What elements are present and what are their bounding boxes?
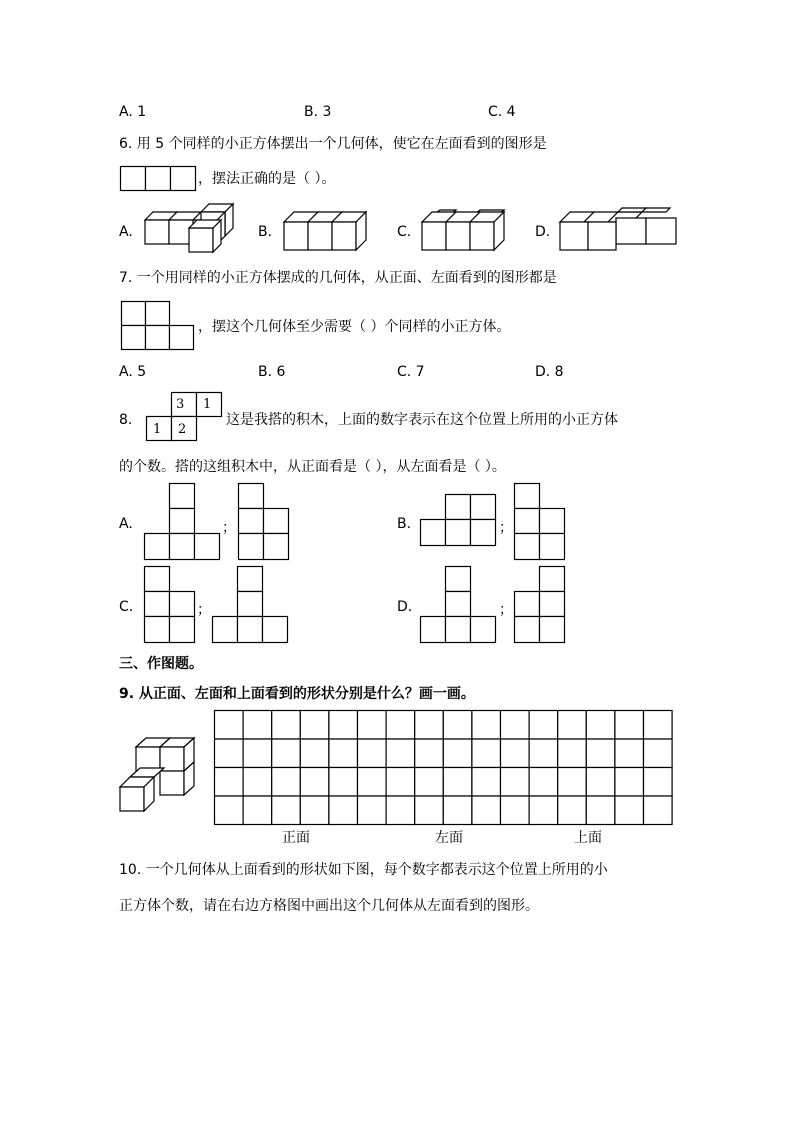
grid-cell[interactable] (472, 739, 501, 768)
grid-cell[interactable] (272, 739, 301, 768)
grid-cell[interactable] (415, 768, 444, 797)
grid-cell[interactable] (501, 796, 530, 825)
q5-option-b: B. 3 (304, 104, 332, 120)
q7-question: 7. 一个用同样的小正方体摆成的几何体，从正面、左面看到的图形都是 (119, 270, 557, 286)
q6-option-c-figure (420, 206, 514, 252)
grid-cell[interactable] (300, 711, 329, 740)
q6-option-c-label: C. (397, 224, 412, 240)
grid-cell[interactable] (529, 711, 558, 740)
grid-cell[interactable] (386, 768, 415, 797)
q6-option-a-label: A. (119, 224, 133, 240)
q8-option-a-separator: ； (222, 520, 236, 536)
q7-option-c: C. 7 (397, 364, 425, 380)
grid-cell[interactable] (501, 768, 530, 797)
grid-cell[interactable] (358, 739, 387, 768)
grid-cell[interactable] (586, 768, 615, 797)
q8-grid-number: 1 (153, 422, 162, 437)
grid-cell[interactable] (329, 768, 358, 797)
grid-cell[interactable] (529, 739, 558, 768)
q7-view-figure (121, 301, 195, 350)
grid-cell[interactable] (443, 768, 472, 797)
q8-option-d-separator: ； (499, 602, 513, 618)
q5-option-c: C. 4 (488, 104, 516, 120)
grid-cell[interactable] (272, 768, 301, 797)
grid-cell[interactable] (215, 711, 244, 740)
grid-cell[interactable] (243, 711, 272, 740)
grid-cell[interactable] (644, 739, 673, 768)
grid-cell[interactable] (243, 768, 272, 797)
grid-cell[interactable] (329, 796, 358, 825)
grid-cell[interactable] (329, 739, 358, 768)
grid-cell[interactable] (415, 739, 444, 768)
q8-option-a-left-view (238, 483, 292, 561)
q6-question-cont: ，摆法正确的是（ ）。 (198, 171, 336, 187)
grid-cell[interactable] (586, 711, 615, 740)
q9-label-front: 正面 (282, 830, 310, 846)
grid-cell[interactable] (272, 711, 301, 740)
q6-left-view-figure (120, 166, 196, 192)
q8-grid-number: 3 (176, 397, 185, 412)
q6-option-d-figure (558, 206, 680, 252)
grid-cell[interactable] (644, 768, 673, 797)
q9-drawing-grid[interactable] (214, 710, 675, 827)
q8-question: 这是我搭的积木，上面的数字表示在这个位置上所用的小正方体 (226, 412, 618, 428)
grid-cell[interactable] (501, 739, 530, 768)
grid-cell[interactable] (558, 711, 587, 740)
q6-option-b-label: B. (258, 224, 273, 240)
section-title: 三、作图题。 (119, 656, 203, 672)
grid-cell[interactable] (558, 768, 587, 797)
grid-cell[interactable] (243, 739, 272, 768)
grid-cell[interactable] (586, 739, 615, 768)
q9-solid-figure (119, 737, 195, 813)
grid-cell[interactable] (615, 796, 644, 825)
q7-option-a: A. 5 (119, 364, 147, 380)
q7-option-d: D. 8 (535, 364, 564, 380)
grid-cell[interactable] (386, 739, 415, 768)
q9-label-top: 上面 (574, 830, 602, 846)
q8-option-b-left-view (514, 483, 568, 561)
q5-option-a: A. 1 (119, 104, 147, 120)
q8-grid-number: 1 (203, 397, 212, 412)
q8-grid-number: 2 (178, 422, 187, 437)
q10-question: 10. 一个几何体从上面看到的形状如下图，每个数字都表示这个位置上所用的小 (119, 862, 608, 878)
grid-cell[interactable] (300, 796, 329, 825)
grid-cell[interactable] (558, 796, 587, 825)
grid-cell[interactable] (215, 796, 244, 825)
q8-number: 8. (119, 412, 133, 428)
grid-cell[interactable] (586, 796, 615, 825)
grid-cell[interactable] (501, 711, 530, 740)
grid-cell[interactable] (415, 796, 444, 825)
q9-label-left: 左面 (435, 830, 463, 846)
grid-cell[interactable] (529, 796, 558, 825)
q10-question-cont: 正方体个数，请在右边方格图中画出这个几何体从左面看到的图形。 (119, 898, 539, 914)
grid-cell[interactable] (615, 739, 644, 768)
grid-cell[interactable] (215, 739, 244, 768)
q7-question-cont: ，摆这个几何体至少需要（ ）个同样的小正方体。 (198, 319, 511, 335)
q7-option-b: B. 6 (258, 364, 286, 380)
grid-cell[interactable] (443, 739, 472, 768)
grid-cell[interactable] (243, 796, 272, 825)
grid-cell[interactable] (615, 711, 644, 740)
grid-cell[interactable] (615, 768, 644, 797)
q8-option-c-left-view (212, 566, 292, 644)
grid-cell[interactable] (472, 796, 501, 825)
q8-question-cont: 的个数。搭的这组积木中，从正面看是（ ），从左面看是（ ）。 (119, 459, 506, 475)
grid-cell[interactable] (300, 768, 329, 797)
grid-cell[interactable] (215, 768, 244, 797)
grid-cell[interactable] (644, 796, 673, 825)
grid-cell[interactable] (272, 796, 301, 825)
q9-question: 9. 从正面、左面和上面看到的形状分别是什么？画一画。 (119, 686, 475, 702)
q8-option-b-front-view (420, 494, 500, 548)
grid-cell[interactable] (472, 711, 501, 740)
q8-option-b-label: B. (397, 516, 412, 532)
grid-cell[interactable] (558, 739, 587, 768)
q8-option-a-front-view (144, 483, 224, 561)
grid-cell[interactable] (358, 768, 387, 797)
q8-option-d-front-view (420, 566, 500, 644)
grid-cell[interactable] (472, 768, 501, 797)
grid-cell[interactable] (358, 711, 387, 740)
q6-question: 6. 用 5 个同样的小正方体摆出一个几何体，使它在左面看到的图形是 (119, 136, 547, 152)
q8-option-d-label: D. (397, 599, 413, 615)
q8-option-d-left-view (514, 566, 568, 644)
q8-option-c-front-view (144, 566, 198, 644)
q8-option-a-label: A. (119, 516, 133, 532)
grid-cell[interactable] (329, 711, 358, 740)
q8-option-c-separator: ； (197, 602, 211, 618)
grid-cell[interactable] (415, 711, 444, 740)
grid-cell[interactable] (443, 711, 472, 740)
grid-cell[interactable] (358, 796, 387, 825)
q8-option-c-label: C. (119, 599, 134, 615)
q6-option-d-label: D. (535, 224, 551, 240)
q6-option-b-figure (282, 208, 372, 252)
grid-cell[interactable] (443, 796, 472, 825)
grid-cell[interactable] (529, 768, 558, 797)
grid-cell[interactable] (386, 796, 415, 825)
grid-cell[interactable] (386, 711, 415, 740)
grid-cell[interactable] (644, 711, 673, 740)
grid-cell[interactable] (300, 739, 329, 768)
q6-option-a-figure (142, 205, 237, 253)
q8-option-b-separator: ； (499, 520, 513, 536)
